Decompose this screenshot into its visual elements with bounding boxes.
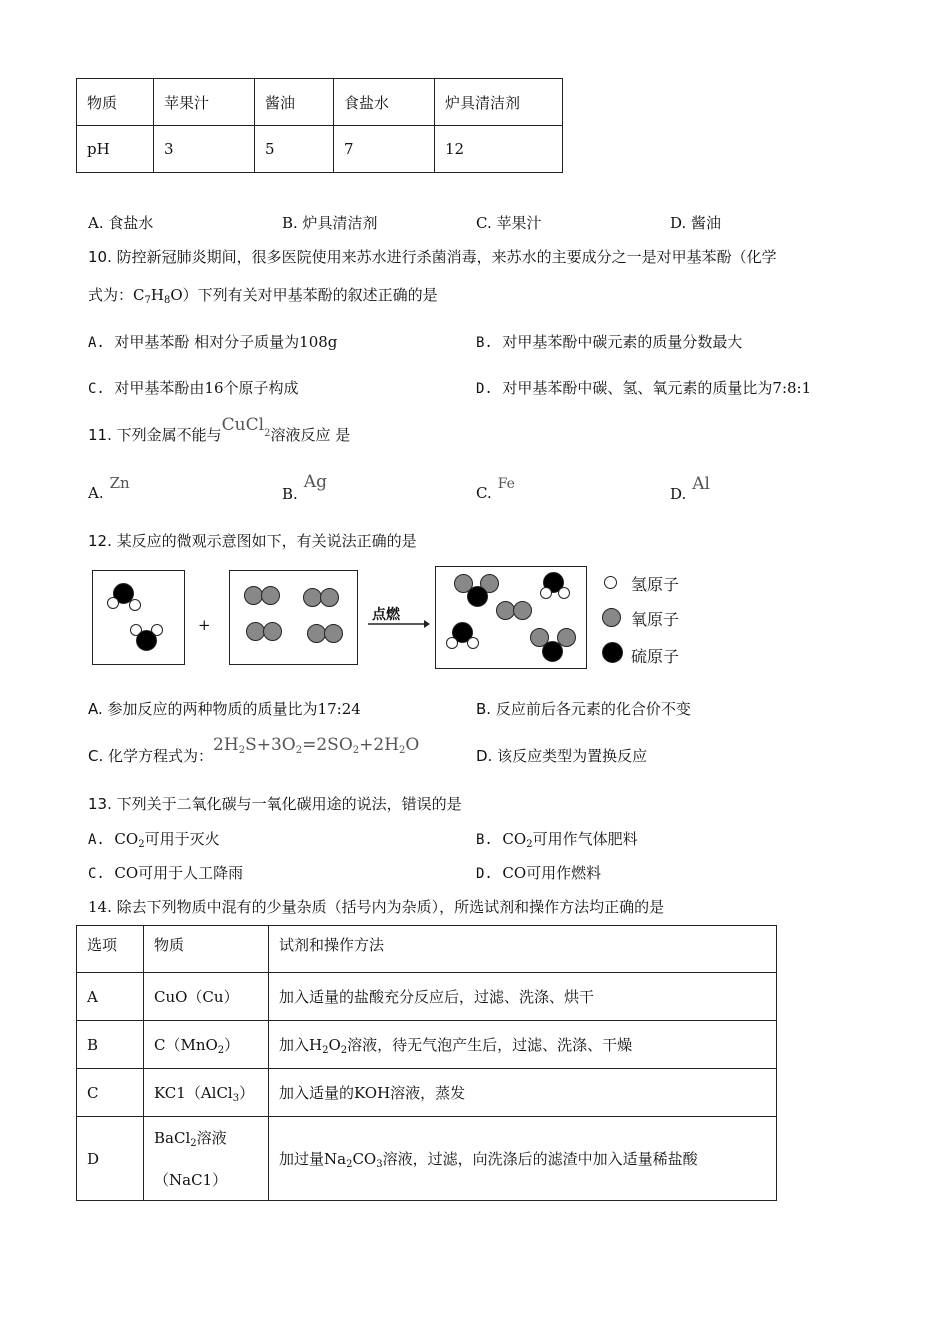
q14-method-cell: 加过量$Na_2CO_3$溶液，过滤，向洗涤后的滤渣中加入适量稀盐酸: [269, 1117, 777, 1201]
table-row: [77, 1069, 777, 1117]
plus-sign: +: [198, 616, 211, 634]
q12-option-d[interactable]: D. 该反应类型为置换反应: [476, 747, 648, 765]
q12-stem: 12. 某反应的微观示意图如下，有关说法正确的是: [88, 532, 417, 550]
hydrogen-atom: [467, 637, 479, 649]
equation: $2H_2S+3O_2=2SO_2+2H_2O$: [213, 735, 420, 756]
q14-substance-cell: CuO（Cu）: [144, 973, 269, 1021]
table-row: [77, 1117, 777, 1201]
sulfur-legend-icon: [602, 642, 623, 663]
q11-stem: 11. 下列金属不能与CuCl$^2$溶液反应 是: [88, 415, 351, 444]
q13-option-c[interactable]: C. CO可用于人工降雨: [88, 864, 244, 882]
q9-option-a[interactable]: A. 食盐水: [88, 214, 154, 232]
ph-table-header: 炉具清洁剂: [435, 79, 563, 126]
ph-table-cell: 7: [334, 126, 435, 173]
q13-option-a[interactable]: A. $CO_2$可用于灭火: [88, 830, 220, 850]
q10-number: 10.: [88, 248, 112, 266]
reactant-box-o2: [229, 570, 358, 665]
legend-hydrogen: 氢原子: [631, 575, 680, 594]
q11-option-c[interactable]: C. Fe: [476, 476, 515, 502]
q9-option-b[interactable]: B. 炉具清洁剂: [282, 214, 378, 232]
q11-option-d[interactable]: D. Al: [670, 474, 710, 503]
q13-option-d[interactable]: D. CO可用作燃料: [476, 864, 602, 882]
q14-substance-cell: BaCl$_2$溶液 （NaC1）: [144, 1117, 269, 1201]
q14-option-cell: C: [77, 1069, 144, 1117]
q9-option-d[interactable]: D. 酱油: [670, 214, 722, 232]
q14-header: 试剂和操作方法: [269, 926, 777, 973]
hydrogen-atom: [107, 597, 119, 609]
q10-option-a[interactable]: A. 对甲基苯酚 相对分子质量为108g: [88, 333, 338, 351]
q10-stem-line2: 式为：$C_7H_8O$）下列有关对甲基苯酚的叙述正确的是: [88, 286, 438, 306]
q10-stem-line1: 10. 防控新冠肺炎期间，很多医院使用来苏水进行杀菌消毒，来苏水的主要成分之一是对甲基苯酚（化学: [88, 248, 777, 266]
q13-stem: 13. 下列关于二氧化碳与一氧化碳用途的说法，错误的是: [88, 795, 462, 813]
sulfur-atom: [467, 586, 488, 607]
oxygen-atom: [263, 622, 282, 641]
q14-substance-cell: C（MnO$_2$）: [144, 1021, 269, 1069]
table-row: [77, 973, 777, 1021]
table-row: [77, 1021, 777, 1069]
ph-table-header: 物质: [77, 79, 154, 126]
legend-oxygen: 氧原子: [631, 610, 680, 629]
q11-option-a[interactable]: A.Zn: [88, 474, 130, 502]
q9-option-c[interactable]: C. 苹果汁: [476, 214, 542, 232]
oxygen-legend-icon: [602, 608, 621, 627]
product-box: [435, 566, 587, 669]
ph-table-cell: 12: [435, 126, 563, 173]
q14-table: [76, 925, 777, 1201]
hydrogen-atom: [540, 587, 552, 599]
q14-substance-cell: KC1（AlCl$_3$）: [144, 1069, 269, 1117]
sulfur-atom: [136, 630, 157, 651]
oxygen-atom: [324, 624, 343, 643]
oxygen-atom: [320, 588, 339, 607]
q12-option-a[interactable]: A. 参加反应的两种物质的质量比为17:24: [88, 700, 361, 718]
oxygen-atom: [261, 586, 280, 605]
q10-option-b[interactable]: B. 对甲基苯酚中碳元素的质量分数最大: [476, 333, 743, 351]
q14-method-cell: 加入$H_2O_2$溶液，待无气泡产生后，过滤、洗涤、干燥: [269, 1021, 777, 1069]
ph-table-header: 酱油: [255, 79, 334, 126]
q10-option-d[interactable]: D. 对甲基苯酚中碳、氢、氧元素的质量比为7:8:1: [476, 379, 812, 397]
q14-stem: 14. 除去下列物质中混有的少量杂质（括号内为杂质），所选试剂和操作方法均正确的是: [88, 898, 665, 916]
sulfur-atom: [542, 641, 563, 662]
q14-header: 物质: [144, 926, 269, 973]
q12-option-c[interactable]: C. 化学方程式为：$2H_2S+3O_2=2SO_2+2H_2O$: [88, 735, 420, 765]
q14-method-cell: 加入适量的盐酸充分反应后，过滤、洗涤、烘干: [269, 973, 777, 1021]
q14-method-cell: 加入适量的KOH溶液，蒸发: [269, 1069, 777, 1117]
hydrogen-atom: [446, 637, 458, 649]
ph-table-header: 食盐水: [334, 79, 435, 126]
hydrogen-atom: [129, 599, 141, 611]
reaction-arrow-icon: [366, 618, 432, 630]
oxygen-atom: [513, 601, 532, 620]
ph-table-cell: 5: [255, 126, 334, 173]
legend-sulfur: 硫原子: [631, 647, 680, 666]
q10-option-c[interactable]: C. 对甲基苯酚由16个原子构成: [88, 379, 299, 397]
ph-table: [76, 78, 563, 173]
hydrogen-legend-icon: [604, 576, 617, 589]
q14-option-cell: D: [77, 1117, 144, 1201]
arrow-label: 点燃: [372, 607, 400, 623]
ph-table-header: 苹果汁: [154, 79, 255, 126]
reactant-box-h2s: [92, 570, 185, 665]
hydrogen-atom: [558, 587, 570, 599]
q11-formula: CuCl: [221, 415, 265, 435]
ph-table-cell: 3: [154, 126, 255, 173]
q14-option-cell: A: [77, 973, 144, 1021]
ph-table-cell: pH: [77, 126, 154, 173]
q14-header: 选项: [77, 926, 144, 973]
q12-option-b[interactable]: B. 反应前后各元素的化合价不变: [476, 700, 691, 718]
q14-option-cell: B: [77, 1021, 144, 1069]
q11-option-b[interactable]: B.Ag: [282, 472, 327, 503]
q13-option-b[interactable]: B. $CO_2$可用作气体肥料: [476, 830, 638, 850]
